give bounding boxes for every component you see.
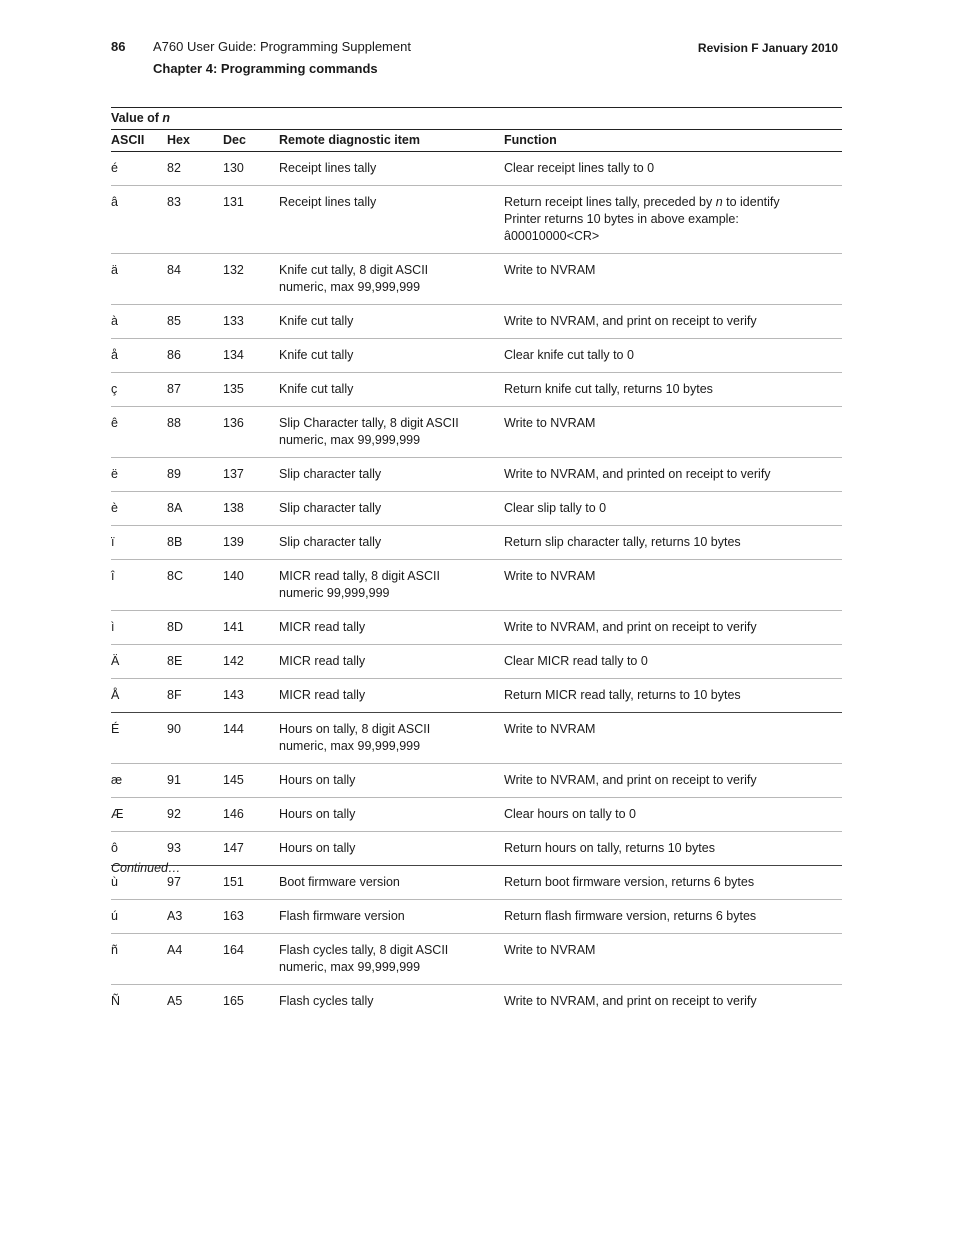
cell-item [279, 934, 504, 985]
cell-hex: 91 [167, 764, 223, 798]
cell-function [504, 645, 842, 679]
cell-hex: A5 [167, 994, 183, 1008]
table-row [111, 407, 842, 458]
cell-ascii: Ñ [111, 994, 121, 1008]
cell-hex: 8E [167, 645, 223, 679]
cell-hex: 83 [167, 186, 223, 254]
cell-dec: 133 [223, 305, 279, 339]
cell-ascii: Æ [111, 798, 167, 832]
cell-item [279, 458, 504, 492]
cell-hex: 84 [167, 254, 223, 305]
table-row [111, 764, 842, 798]
item-line: MICR read tally [279, 688, 366, 702]
cell-ascii: ñ [111, 934, 167, 985]
table-row [111, 526, 842, 560]
item-line: MICR read tally [279, 654, 366, 668]
cell-item [279, 798, 504, 832]
column-header-hex: Hex [167, 130, 223, 152]
column-header-ascii: ASCII [111, 130, 167, 152]
cell-hex: A3 [167, 900, 223, 934]
item-line: Knife cut tally, 8 digit ASCII [279, 263, 429, 277]
item-line: Slip Character tally, 8 digit ASCII [279, 416, 459, 430]
column-header-row [111, 130, 842, 152]
cell-ascii: ï [111, 526, 167, 560]
cell-ascii: å [111, 339, 167, 373]
cell-function [504, 526, 842, 560]
cell-item [279, 764, 504, 798]
cell-hex: 8C [167, 560, 223, 611]
function-line: Return MICR read tally, returns to 10 bytes [504, 688, 741, 702]
cell-function [504, 713, 842, 764]
cell-dec: 132 [223, 254, 279, 305]
value-of-n-header-row [111, 108, 842, 130]
item-line: Knife cut tally [279, 314, 354, 328]
table-row [111, 798, 842, 832]
cell-hex: 93 [167, 832, 223, 866]
cell-hex: 8D [167, 611, 223, 645]
cell-hex: 92 [167, 798, 223, 832]
cell-function [504, 407, 842, 458]
cell-dec: 138 [223, 492, 279, 526]
cell-dec: 137 [223, 458, 279, 492]
function-fragment: n [715, 195, 723, 209]
value-of-n-label [111, 108, 842, 130]
cell-function [504, 798, 842, 832]
cell-ascii: ô [111, 832, 167, 866]
cell-item [279, 254, 504, 305]
function-line: Clear MICR read tally to 0 [504, 654, 648, 668]
item-line: Slip character tally [279, 535, 382, 549]
cell-function [504, 186, 842, 254]
cell-function [504, 985, 842, 1019]
cell-item [279, 560, 504, 611]
cell-hex: 90 [167, 713, 223, 764]
cell-ascii: Å [111, 679, 167, 713]
cell-hex: 8F [167, 679, 223, 713]
cell-item [279, 373, 504, 407]
cell-ascii: ú [111, 900, 167, 934]
item-line: numeric, max 99,999,999 [279, 280, 421, 294]
item-line: Flash cycles tally, 8 digit ASCII [279, 943, 449, 957]
cell-item [279, 526, 504, 560]
table-row [111, 713, 842, 764]
cell-item [279, 832, 504, 866]
cell-function [504, 254, 842, 305]
cell-dec: 145 [223, 764, 279, 798]
cell-ascii: â [111, 186, 167, 254]
table-row [111, 645, 842, 679]
cell-function [504, 560, 842, 611]
table-row [111, 186, 842, 254]
cell-hex: 8B [167, 526, 223, 560]
function-line: Write to NVRAM [504, 722, 596, 736]
function-line: Printer returns 10 bytes in above example: [504, 212, 739, 226]
cell-dec: 165 [223, 994, 244, 1008]
cell-function [504, 373, 842, 407]
cell-item [279, 339, 504, 373]
item-line: Flash cycles tally [279, 994, 374, 1008]
item-line: Hours on tally [279, 841, 356, 855]
cell-function [504, 832, 842, 866]
item-line: numeric, max 99,999,999 [279, 433, 421, 447]
cell-dec: 151 [223, 866, 279, 900]
table-row [111, 152, 842, 186]
item-line: Slip character tally [279, 467, 382, 481]
cell-ascii: Ä [111, 645, 167, 679]
item-line: Hours on tally [279, 773, 356, 787]
cell-function [504, 866, 842, 900]
item-line: Hours on tally [279, 807, 356, 821]
function-line: Write to NVRAM [504, 263, 596, 277]
cell-function [504, 305, 842, 339]
cell-dec: 140 [223, 560, 279, 611]
function-line: Write to NVRAM [504, 416, 596, 430]
item-line: Knife cut tally [279, 382, 354, 396]
cell-hex: 97 [167, 866, 223, 900]
function-line: Return boot firmware version, returns 6 bytes [504, 875, 755, 889]
cell-item [279, 866, 504, 900]
function-line: Clear hours on tally to 0 [504, 807, 637, 821]
table-row [111, 900, 842, 934]
cell-ascii: ä [111, 254, 167, 305]
table-row [111, 492, 842, 526]
item-line: Slip character tally [279, 501, 382, 515]
table-row [111, 305, 842, 339]
function-line: Return hours on tally, returns 10 bytes [504, 841, 715, 855]
table-row [111, 985, 842, 1019]
cell-item [279, 492, 504, 526]
cell-function [504, 934, 842, 985]
cell-hex: 8A [167, 492, 223, 526]
function-line: Return flash firmware version, returns 6 bytes [504, 909, 757, 923]
cell-function [504, 152, 842, 186]
cell-dec: 147 [223, 832, 279, 866]
cell-dec: 144 [223, 713, 279, 764]
continued-note: Continued… [111, 861, 181, 875]
table-row [111, 934, 842, 985]
cell-function [504, 679, 842, 713]
function-fragment: to identify [722, 195, 780, 209]
table-row [111, 560, 842, 611]
cell-dec: 131 [223, 186, 279, 254]
function-line: Write to NVRAM, and print on receipt to verify [504, 773, 757, 787]
item-line: Receipt lines tally [279, 195, 377, 209]
item-line: numeric 99,999,999 [279, 586, 390, 600]
item-line: Boot firmware version [279, 875, 400, 889]
function-line: Write to NVRAM [504, 943, 596, 957]
table-row [111, 339, 842, 373]
item-line: Receipt lines tally [279, 161, 377, 175]
function-line: Clear receipt lines tally to 0 [504, 161, 655, 175]
table-row [111, 866, 842, 900]
cell-ascii: î [111, 560, 167, 611]
cell-dec: 163 [223, 900, 279, 934]
item-line: MICR read tally [279, 620, 366, 634]
cell-ascii: æ [111, 764, 167, 798]
chapter-title: Chapter 4: Programming commands [153, 61, 378, 76]
cell-function [504, 611, 842, 645]
cell-hex: 86 [167, 339, 223, 373]
function-line: Clear knife cut tally to 0 [504, 348, 634, 362]
cell-dec: 130 [223, 152, 279, 186]
value-var: n [162, 111, 171, 125]
cell-item [279, 900, 504, 934]
cell-ascii: è [111, 492, 167, 526]
item-line: MICR read tally, 8 digit ASCII [279, 569, 440, 583]
cell-dec: 143 [223, 679, 279, 713]
value-label-text: Value of [111, 111, 163, 125]
cell-dec: 146 [223, 798, 279, 832]
cell-dec: 142 [223, 645, 279, 679]
function-line: Write to NVRAM [504, 569, 596, 583]
function-line: â00010000<CR> [504, 229, 600, 243]
table-row [111, 458, 842, 492]
table-row [111, 679, 842, 713]
table-body [111, 152, 842, 1019]
cell-ascii: é [111, 152, 167, 186]
cell-ascii: ê [111, 407, 167, 458]
column-header-function: Function [504, 130, 842, 152]
item-line: numeric, max 99,999,999 [279, 739, 421, 753]
cell-dec: 164 [223, 934, 279, 985]
diagnostic-commands-table [111, 107, 842, 1018]
cell-ascii: ç [111, 373, 167, 407]
cell-hex: A4 [167, 934, 223, 985]
function-line: Write to NVRAM, and print on receipt to verify [504, 994, 757, 1008]
cell-ascii: à [111, 305, 167, 339]
item-line: numeric, max 99,999,999 [279, 960, 421, 974]
cell-hex: 88 [167, 407, 223, 458]
cell-function [504, 764, 842, 798]
revision-label: Revision F January 2010 [697, 41, 838, 55]
cell-function [504, 339, 842, 373]
function-line: Write to NVRAM, and printed on receipt to verify [504, 467, 771, 481]
table-row [111, 373, 842, 407]
item-line: Hours on tally, 8 digit ASCII [279, 722, 431, 736]
cell-item [279, 611, 504, 645]
cell-item [279, 186, 504, 254]
table-row [111, 611, 842, 645]
cell-ascii: ë [111, 458, 167, 492]
cell-hex: 89 [167, 458, 223, 492]
function-line: Write to NVRAM, and print on receipt to verify [504, 314, 757, 328]
cell-dec: 141 [223, 611, 279, 645]
cell-item [279, 985, 504, 1019]
function-fragment: Return receipt lines tally, preceded by [504, 195, 716, 209]
cell-ascii: É [111, 713, 167, 764]
item-line: Flash firmware version [279, 909, 405, 923]
cell-item [279, 679, 504, 713]
cell-item [279, 713, 504, 764]
function-line: Return slip character tally, returns 10 bytes [504, 535, 741, 549]
cell-function [504, 492, 842, 526]
column-header-item: Remote diagnostic item [279, 130, 504, 152]
column-header-dec: Dec [223, 130, 279, 152]
cell-function [504, 458, 842, 492]
cell-dec: 135 [223, 373, 279, 407]
cell-item [279, 645, 504, 679]
document-title: A760 User Guide: Programming Supplement [153, 39, 411, 54]
cell-dec: 134 [223, 339, 279, 373]
cell-dec: 136 [223, 407, 279, 458]
function-line: Return knife cut tally, returns 10 bytes [504, 382, 713, 396]
cell-item [279, 305, 504, 339]
page-number: 86 [111, 39, 126, 54]
cell-item [279, 407, 504, 458]
item-line: Knife cut tally [279, 348, 354, 362]
function-line [504, 194, 842, 211]
cell-hex: 87 [167, 373, 223, 407]
table-row [111, 832, 842, 866]
cell-hex: 82 [167, 152, 223, 186]
function-line: Write to NVRAM, and print on receipt to verify [504, 620, 757, 634]
cell-dec: 139 [223, 526, 279, 560]
cell-ascii: ù [111, 866, 167, 900]
cell-hex: 85 [167, 305, 223, 339]
function-line: Clear slip tally to 0 [504, 501, 607, 515]
cell-function [504, 900, 842, 934]
cell-ascii: ì [111, 611, 167, 645]
cell-item [279, 152, 504, 186]
table-row [111, 254, 842, 305]
